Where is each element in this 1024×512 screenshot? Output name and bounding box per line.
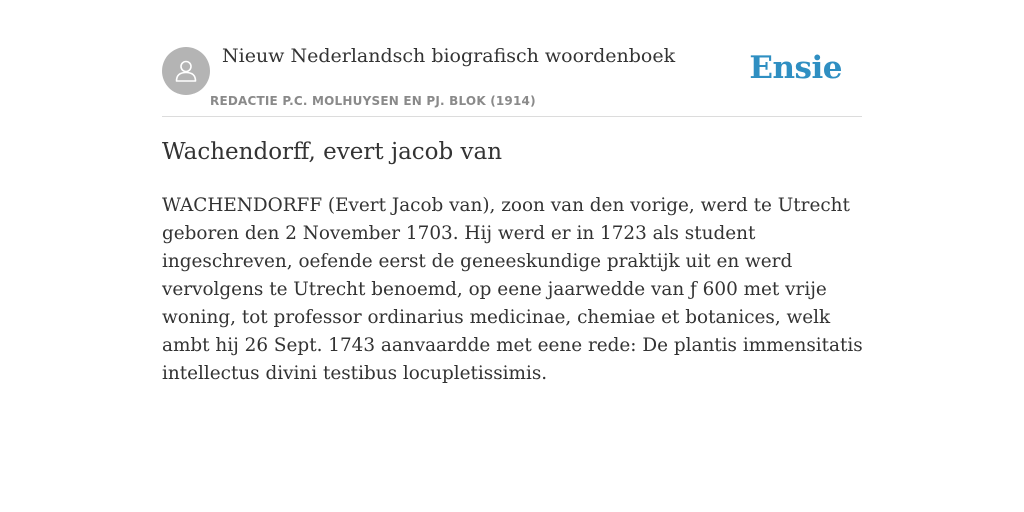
source-title[interactable]: Nieuw Nederlandsch biografisch woordenboek	[222, 45, 676, 67]
source-editors: REDACTIE P.C. MOLHUYSEN EN PJ. BLOK (1914)	[210, 94, 536, 108]
avatar[interactable]	[162, 47, 210, 95]
source-header	[162, 0, 862, 117]
article-body: WACHENDORFF (Evert Jacob van), zoon van den vorige, werd te Utrecht geboren den 2 November 1703. Hij werd er in 1723 als student ingeschreven, oefende eerst de geneeskundige praktijk uit en werd vervolgens te Utrecht benoemd, op eene jaarwedde van ƒ 600 met vrije woning, tot professor ordinarius medicinae, chemiae et botanices, welk ambt hij 26 Sept. 1743 aanvaardde met eene rede: De plantis immensitatis intellectus divini testibus locupletissimis.	[162, 195, 863, 384]
ensie-logo[interactable]: Ensie	[749, 50, 842, 86]
user-icon	[172, 57, 200, 85]
article-title: Wachendorff, evert jacob van	[162, 139, 503, 165]
